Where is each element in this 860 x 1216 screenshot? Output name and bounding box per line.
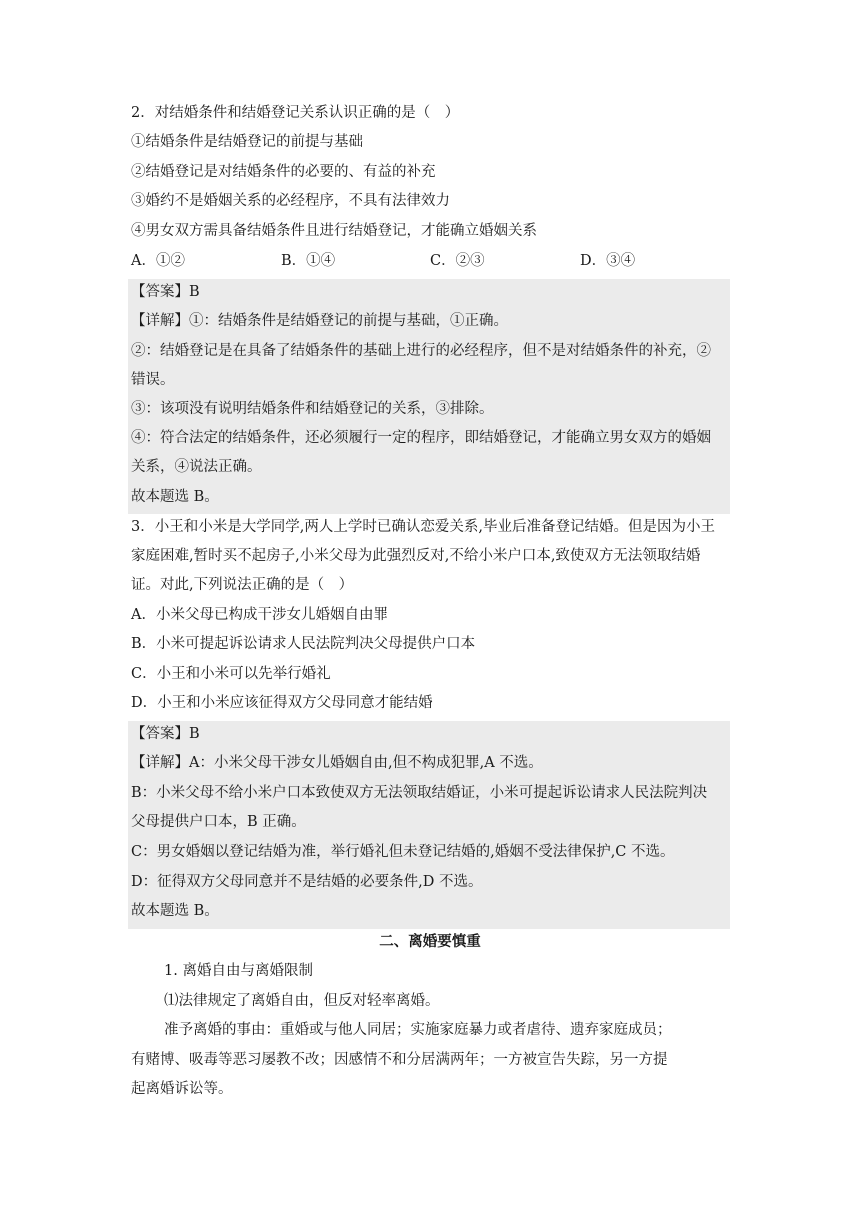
q2-statement-3: ③婚约不是婚姻关系的必经程序，不具有法律效力 <box>131 193 450 209</box>
q2-detail-line: 错误。 <box>131 372 175 388</box>
q2-statement-2: ②结婚登记是对结婚条件的必要的、有益的补充 <box>131 164 436 180</box>
q2-option-c: C．②③ <box>430 253 485 269</box>
q3-detail-line: 父母提供户口本，B 正确。 <box>131 814 306 830</box>
q3-option-d: D．小王和小米应该征得双方父母同意才能结婚 <box>131 695 433 711</box>
section-heading: 二、离婚要慎重 <box>379 934 481 950</box>
q3-stem-line: 证。对此,下列说法正确的是（ ） <box>131 577 354 593</box>
q2-statement-4: ④男女双方需具备结婚条件且进行结婚登记，才能确立婚姻关系 <box>131 223 537 239</box>
q3-stem-line: 3．小王和小米是大学同学,两人上学时已确认恋爱关系,毕业后准备登记结婚。但是因为小王 <box>131 519 715 535</box>
q2-detail-line: ④：符合法定的结婚条件，还必须履行一定的程序，即结婚登记，才能确立男女双方的婚姻 <box>131 430 711 446</box>
q2-option-d: D．③④ <box>580 253 636 269</box>
q3-detail-line: 【详解】A：小米父母干涉女儿婚姻自由,但不构成犯罪,A 不选。 <box>131 755 543 771</box>
q2-detail-line: ②：结婚登记是在具备了结婚条件的基础上进行的必经程序，但不是对结婚条件的补充，② <box>131 343 711 359</box>
q3-option-b: B．小米可提起诉讼请求人民法院判决父母提供户口本 <box>131 636 476 652</box>
q3-detail-line: D：征得双方父母同意并不是结婚的必要条件,D 不选。 <box>131 874 483 890</box>
q2-statement-1: ①结婚条件是结婚登记的前提与基础 <box>131 134 363 150</box>
q3-stem-line: 家庭困难,暂时买不起房子,小米父母为此强烈反对,不给小米户口本,致使双方无法领取结婚 <box>131 548 701 564</box>
q2-option-a: A．①② <box>131 253 185 269</box>
q2-detail-line: 【详解】①：结婚条件是结婚登记的前提与基础，①正确。 <box>131 313 508 329</box>
q2-answer: 【答案】B <box>131 284 200 300</box>
subsection-title: 1. 离婚自由与离婚限制 <box>164 963 313 979</box>
q3-detail-line: B：小米父母不给小米户口本致使双方无法领取结婚证，小米可提起诉讼请求人民法院判决 <box>131 785 708 801</box>
subsection-point: ⑴法律规定了离婚自由，但反对轻率离婚。 <box>164 993 440 1009</box>
q3-detail-line: C：男女婚姻以登记结婚为准，举行婚礼但未登记结婚的,婚姻不受法律保护,C 不选。 <box>131 844 675 860</box>
q2-detail-line: 故本题选 B。 <box>131 489 219 505</box>
q3-answer: 【答案】B <box>131 726 200 742</box>
q2-option-b: B．①④ <box>281 253 336 269</box>
q3-detail-line: 故本题选 B。 <box>131 903 219 919</box>
q2-detail-line: 关系，④说法正确。 <box>131 459 262 475</box>
q3-option-a: A．小米父母已构成干涉女儿婚姻自由罪 <box>131 607 388 623</box>
paragraph-line: 起离婚诉讼等。 <box>131 1081 233 1097</box>
paragraph-line: 有赌博、吸毒等恶习屡教不改；因感情不和分居满两年；一方被宣告失踪，另一方提 <box>131 1052 668 1068</box>
q3-option-c: C．小王和小米可以先举行婚礼 <box>131 666 331 682</box>
paragraph-line: 准予离婚的事由：重婚或与他人同居；实施家庭暴力或者虐待、遗弃家庭成员； <box>164 1022 672 1038</box>
q2-detail-line: ③：该项没有说明结婚条件和结婚登记的关系，③排除。 <box>131 401 494 417</box>
q2-stem: 2．对结婚条件和结婚登记关系认识正确的是（ ） <box>131 105 460 121</box>
